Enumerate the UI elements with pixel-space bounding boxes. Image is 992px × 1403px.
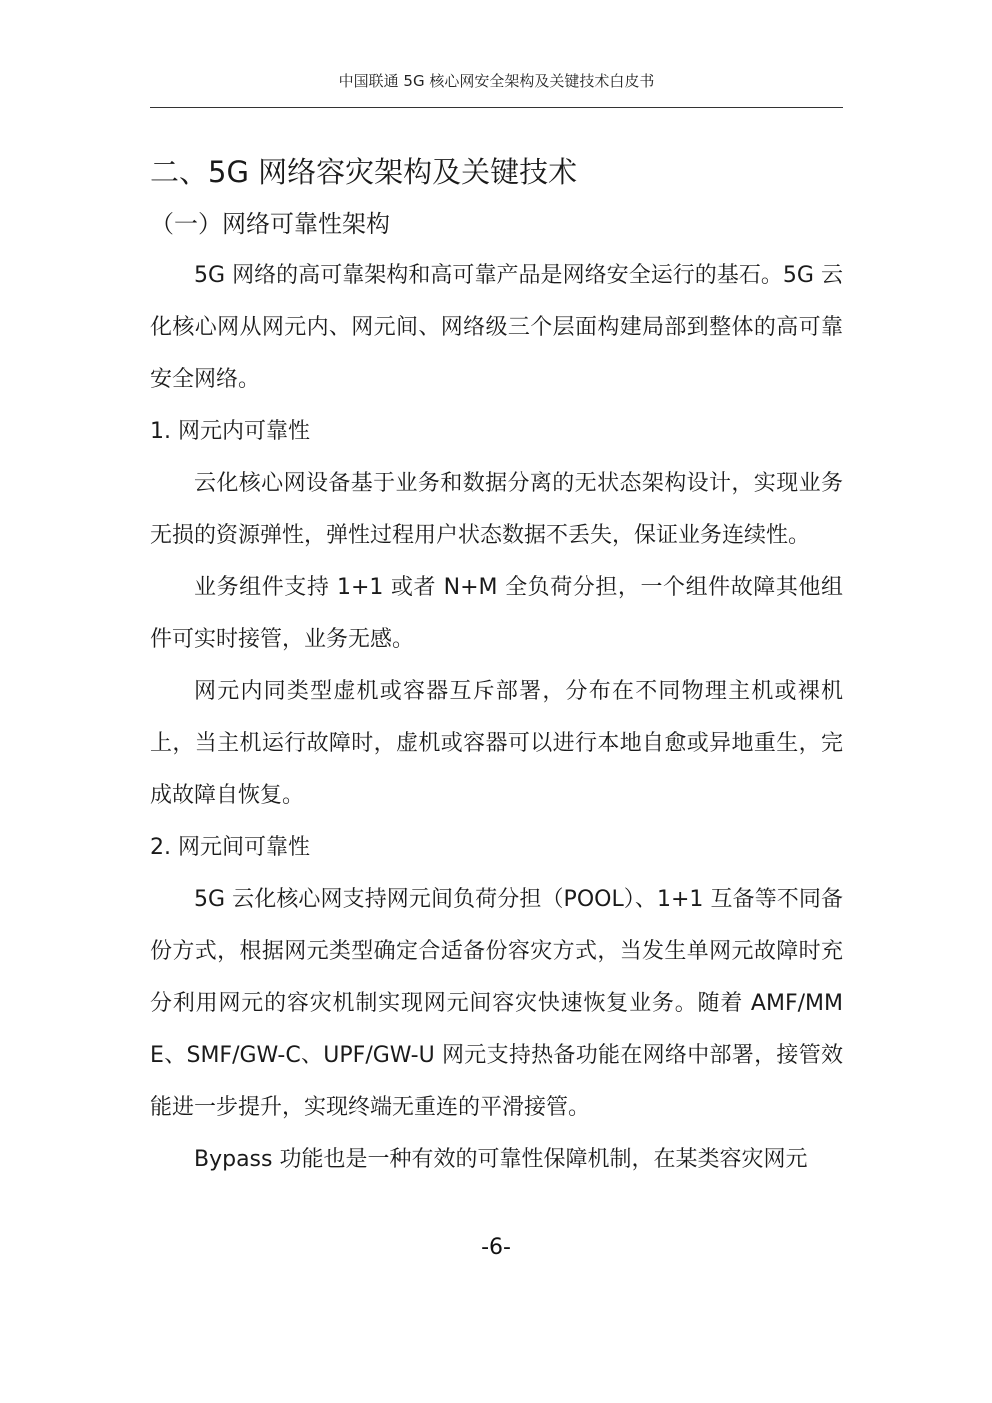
item-heading-intra-ne: 1. 网元内可靠性: [150, 419, 310, 444]
intro-paragraph: 5G 网络的高可靠架构和高可靠产品是网络安全运行的基石。5G 云化核心网从网元内、网元间、网络级三个层面构建局部到整体的高可靠安全网络。: [150, 263, 843, 392]
paragraph: 云化核心网设备基于业务和数据分离的无状态架构设计，实现业务无损的资源弹性，弹性过程用户状态数据不丢失，保证业务连续性。: [150, 471, 843, 548]
subsection-title: （一）网络可靠性架构: [150, 210, 390, 238]
paragraph: 5G 云化核心网支持网元间负荷分担（POOL）、1+1 互备等不同备份方式，根据网元类型确定合适备份容灾方式，当发生单网元故障时充分利用网元的容灾机制实现网元间容灾快速恢复业务。随着 AMF/MME、SMF/GW-C、UPF/GW-U 网元支持热备功能在网络中部署，接管效能进一步提升，实现终端无重连的平滑接管。: [150, 887, 843, 1120]
paragraph: 网元内同类型虚机或容器互斥部署，分布在不同物理主机或裸机上，当主机运行故障时，虚机或容器可以进行本地自愈或异地重生，完成故障自恢复。: [150, 679, 843, 808]
header-divider: [150, 107, 843, 108]
page-body: [150, 146, 843, 1186]
paragraph: 业务组件支持 1+1 或者 N+M 全负荷分担，一个组件故障其他组件可实时接管，业务无感。: [150, 575, 843, 652]
page-number: -6-: [481, 1235, 511, 1260]
item-heading-inter-ne: 2. 网元间可靠性: [150, 835, 310, 860]
paragraph: Bypass 功能也是一种有效的可靠性保障机制，在某类容灾网元: [194, 1147, 808, 1172]
section-title: 二、5G 网络容灾架构及关键技术: [150, 155, 578, 189]
running-header: 中国联通 5G 核心网安全架构及关键技术白皮书: [338, 72, 655, 90]
